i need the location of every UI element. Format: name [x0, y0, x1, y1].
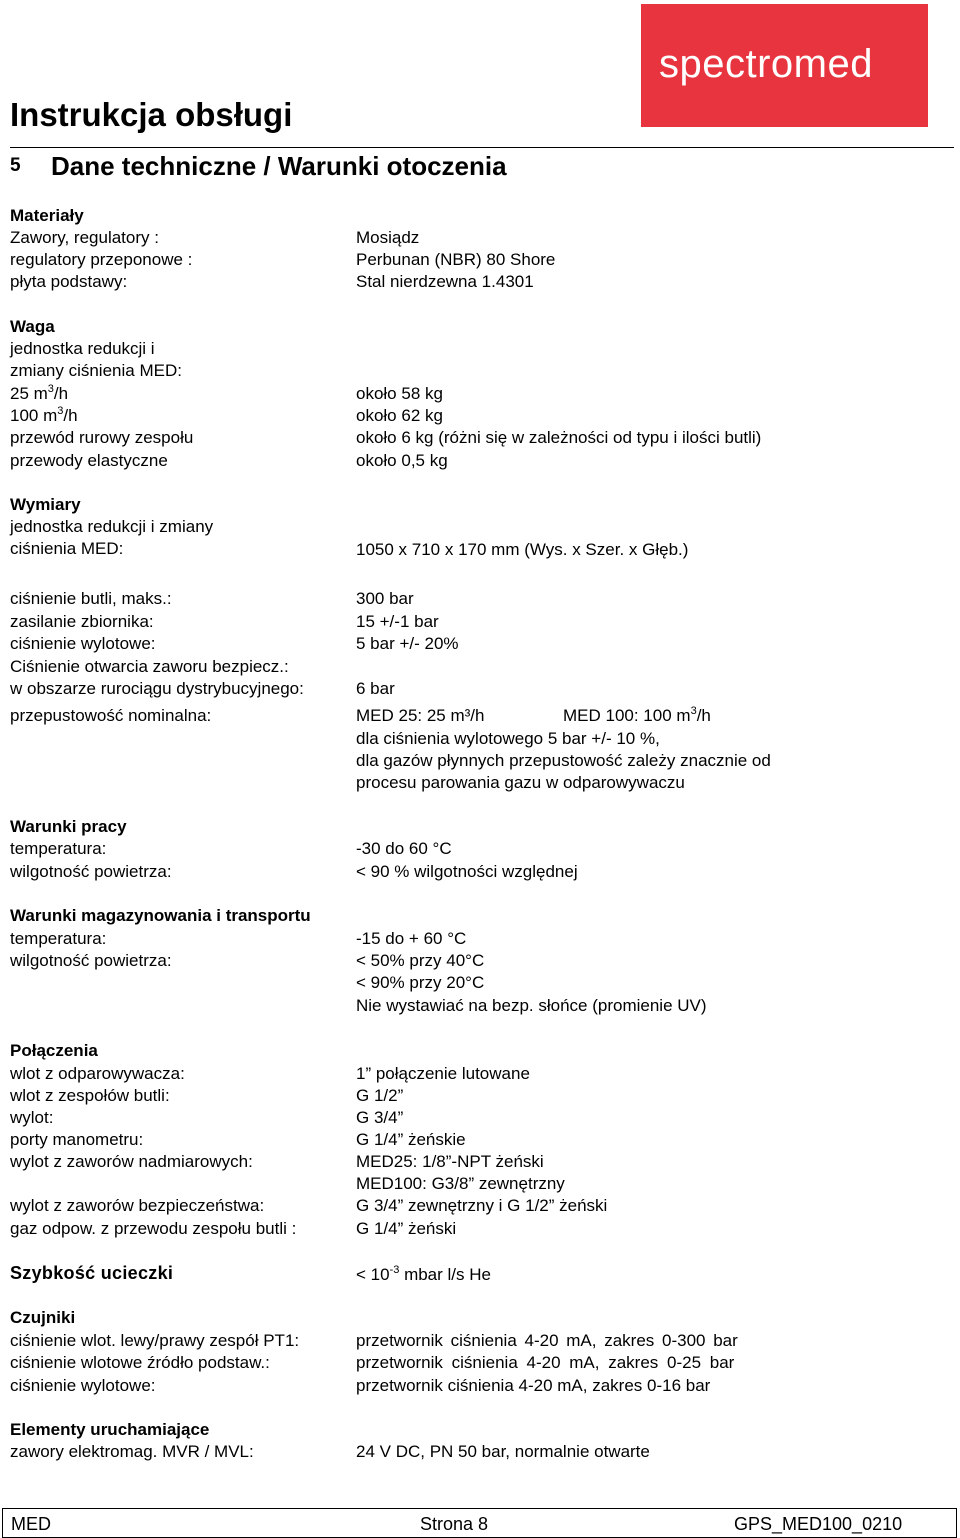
- leak-heading: Szybkość ucieczki: [10, 1263, 174, 1283]
- header-rule: [10, 147, 954, 148]
- connection-value: 1” połączenie lutowane: [356, 1064, 530, 1083]
- materials-value: Mosiądz: [356, 228, 420, 247]
- footer-left: MED: [11, 1514, 51, 1534]
- connection-value: MED100: G3/8” zewnętrzny: [356, 1174, 565, 1193]
- operating-label: wilgotność powietrza:: [10, 862, 172, 881]
- connection-label: wylot:: [10, 1108, 54, 1127]
- sensor-label: ciśnienie wylotowe:: [10, 1376, 156, 1395]
- flow-note: procesu parowania gazu w odparowywaczu: [356, 773, 685, 792]
- sensor-value: przetwornik ciśnienia 4-20 mA, zakres 0-300 bar: [356, 1331, 738, 1350]
- materials-value: Perbunan (NBR) 80 Shore: [356, 250, 556, 269]
- weight-label-100: 100 $m^3/h$: [10, 405, 78, 425]
- spectromed-logo: [641, 4, 928, 127]
- flow-note: dla ciśnienia wylotowego 5 bar +/- 10 %,: [356, 729, 660, 748]
- connection-value: G 1/2”: [356, 1086, 404, 1105]
- connection-label: gaz odpow. z przewodu zespołu butli :: [10, 1219, 297, 1238]
- pressure-label: ciśnienie butli, maks.:: [10, 589, 172, 608]
- pressure-label: zasilanie zbiornika:: [10, 612, 154, 631]
- materials-heading: Materiały: [10, 206, 84, 225]
- document-code: GPS_MED100_0210: [734, 1514, 903, 1534]
- operating-label: temperatura:: [10, 839, 107, 858]
- pressure-value: 5 bar +/- 20%: [356, 634, 459, 653]
- weight-label-25: 25 $m^3/h$: [10, 383, 69, 403]
- storage-temp-value: -15 do + 60 °C: [356, 929, 467, 948]
- flow-med100: MED 100: 100 $m^3/h$: [563, 705, 711, 725]
- weight-intro: jednostka redukcji i: [10, 339, 155, 358]
- storage-heading: Warunki magazynowania i transportu: [10, 906, 311, 925]
- sensor-label: ciśnienie wlotowe źródło podstaw.:: [10, 1353, 270, 1372]
- relief-valve-label: Ciśnienie otwarcia zaworu bezpiecz.:: [10, 657, 289, 676]
- pipeline-label: w obszarze rurociągu dystrybucyjnego:: [10, 679, 304, 698]
- pressure-value: 15 +/-1 bar: [356, 612, 439, 631]
- storage-humidity-value: < 50% przy 40°C: [356, 951, 485, 970]
- materials-value: Stal nierdzewna 1.4301: [356, 272, 534, 291]
- storage-temp-label: temperatura:: [10, 929, 107, 948]
- storage-humidity-value: Nie wystawiać na bezp. słońce (promienie UV): [356, 996, 707, 1015]
- materials-label: regulatory przeponowe :: [10, 250, 193, 269]
- connections-heading: Połączenia: [10, 1041, 98, 1060]
- sensor-label: ciśnienie wlot. lewy/prawy zespół PT1:: [10, 1331, 300, 1350]
- connection-value: G 1/4” żeńskie: [356, 1130, 466, 1149]
- connection-label: wylot z zaworów nadmiarowych:: [10, 1152, 253, 1171]
- connection-label: porty manometru:: [10, 1130, 144, 1149]
- weight-label: przewody elastyczne: [10, 451, 168, 470]
- flow-note: dla gazów płynnych przepustowość zależy znacznie od: [356, 751, 771, 770]
- actuator-label: zawory elektromag. MVR / MVL:: [10, 1442, 254, 1461]
- connection-label: wylot z zaworów bezpieczeństwa:: [10, 1196, 265, 1215]
- connection-value: MED25: 1/8”-NPT żeński: [356, 1152, 544, 1171]
- weight-value: około 0,5 kg: [356, 451, 448, 470]
- pressure-label: ciśnienie wylotowe:: [10, 634, 156, 653]
- weight-value: około 62 kg: [356, 406, 443, 425]
- flow-med25: MED 25: 25 m³/h: [356, 706, 485, 725]
- dimensions-label: jednostka redukcji i zmiany: [10, 517, 214, 536]
- storage-humidity-value: < 90% przy 20°C: [356, 973, 485, 992]
- weight-intro: zmiany ciśnienia MED:: [10, 361, 182, 380]
- sensors-heading: Czujniki: [10, 1308, 76, 1327]
- section-number: 5: [10, 155, 21, 176]
- flow-label: przepustowość nominalna:: [10, 706, 212, 725]
- weight-value: około 58 kg: [356, 384, 443, 403]
- document-title: Instrukcja obsługi: [10, 96, 293, 133]
- sensor-value: przetwornik ciśnienia 4-20 mA, zakres 0-25 bar: [356, 1353, 735, 1372]
- dimensions-label: ciśnienia MED:: [10, 539, 124, 558]
- leak-value: < $10^{-3}$ mbar l/s He: [356, 1264, 491, 1284]
- weight-heading: Waga: [10, 317, 55, 336]
- sensor-value: przetwornik ciśnienia 4-20 mA, zakres 0-16 bar: [356, 1376, 711, 1395]
- storage-humidity-label: wilgotność powietrza:: [10, 951, 172, 970]
- weight-label: przewód rurowy zespołu: [10, 428, 194, 447]
- pipeline-value: 6 bar: [356, 679, 395, 698]
- connection-value: G 3/4”: [356, 1108, 404, 1127]
- connection-label: wlot z zespołów butli:: [10, 1086, 170, 1105]
- actuator-value: 24 V DC, PN 50 bar, normalnie otwarte: [356, 1442, 650, 1461]
- dimensions-value: 1050 x 710 x 170 mm (Wys. x Szer. x Głęb.): [356, 540, 689, 559]
- dimensions-heading: Wymiary: [10, 495, 81, 514]
- operating-value: < 90 % wilgotności względnej: [356, 862, 578, 881]
- section-title: Dane techniczne / Warunki otoczenia: [51, 151, 507, 181]
- page-number: Strona 8: [420, 1514, 489, 1534]
- connection-value: G 1/4” żeński: [356, 1219, 457, 1238]
- weight-value: około 6 kg (różni się w zależności od typu i ilości butli): [356, 428, 762, 447]
- materials-label: płyta podstawy:: [10, 272, 128, 291]
- operating-value: -30 do 60 °C: [356, 839, 452, 858]
- connection-label: wlot z odparowywacza:: [10, 1064, 185, 1083]
- connection-value: G 3/4” zewnętrzny i G 1/2” żeński: [356, 1196, 608, 1215]
- page-footer: [2, 1508, 957, 1538]
- actuators-heading: Elementy uruchamiające: [10, 1420, 210, 1439]
- pressure-value: 300 bar: [356, 589, 414, 608]
- materials-label: Zawory, regulatory :: [10, 228, 159, 247]
- logo-text: spectromed: [659, 42, 873, 86]
- operating-heading: Warunki pracy: [10, 817, 127, 836]
